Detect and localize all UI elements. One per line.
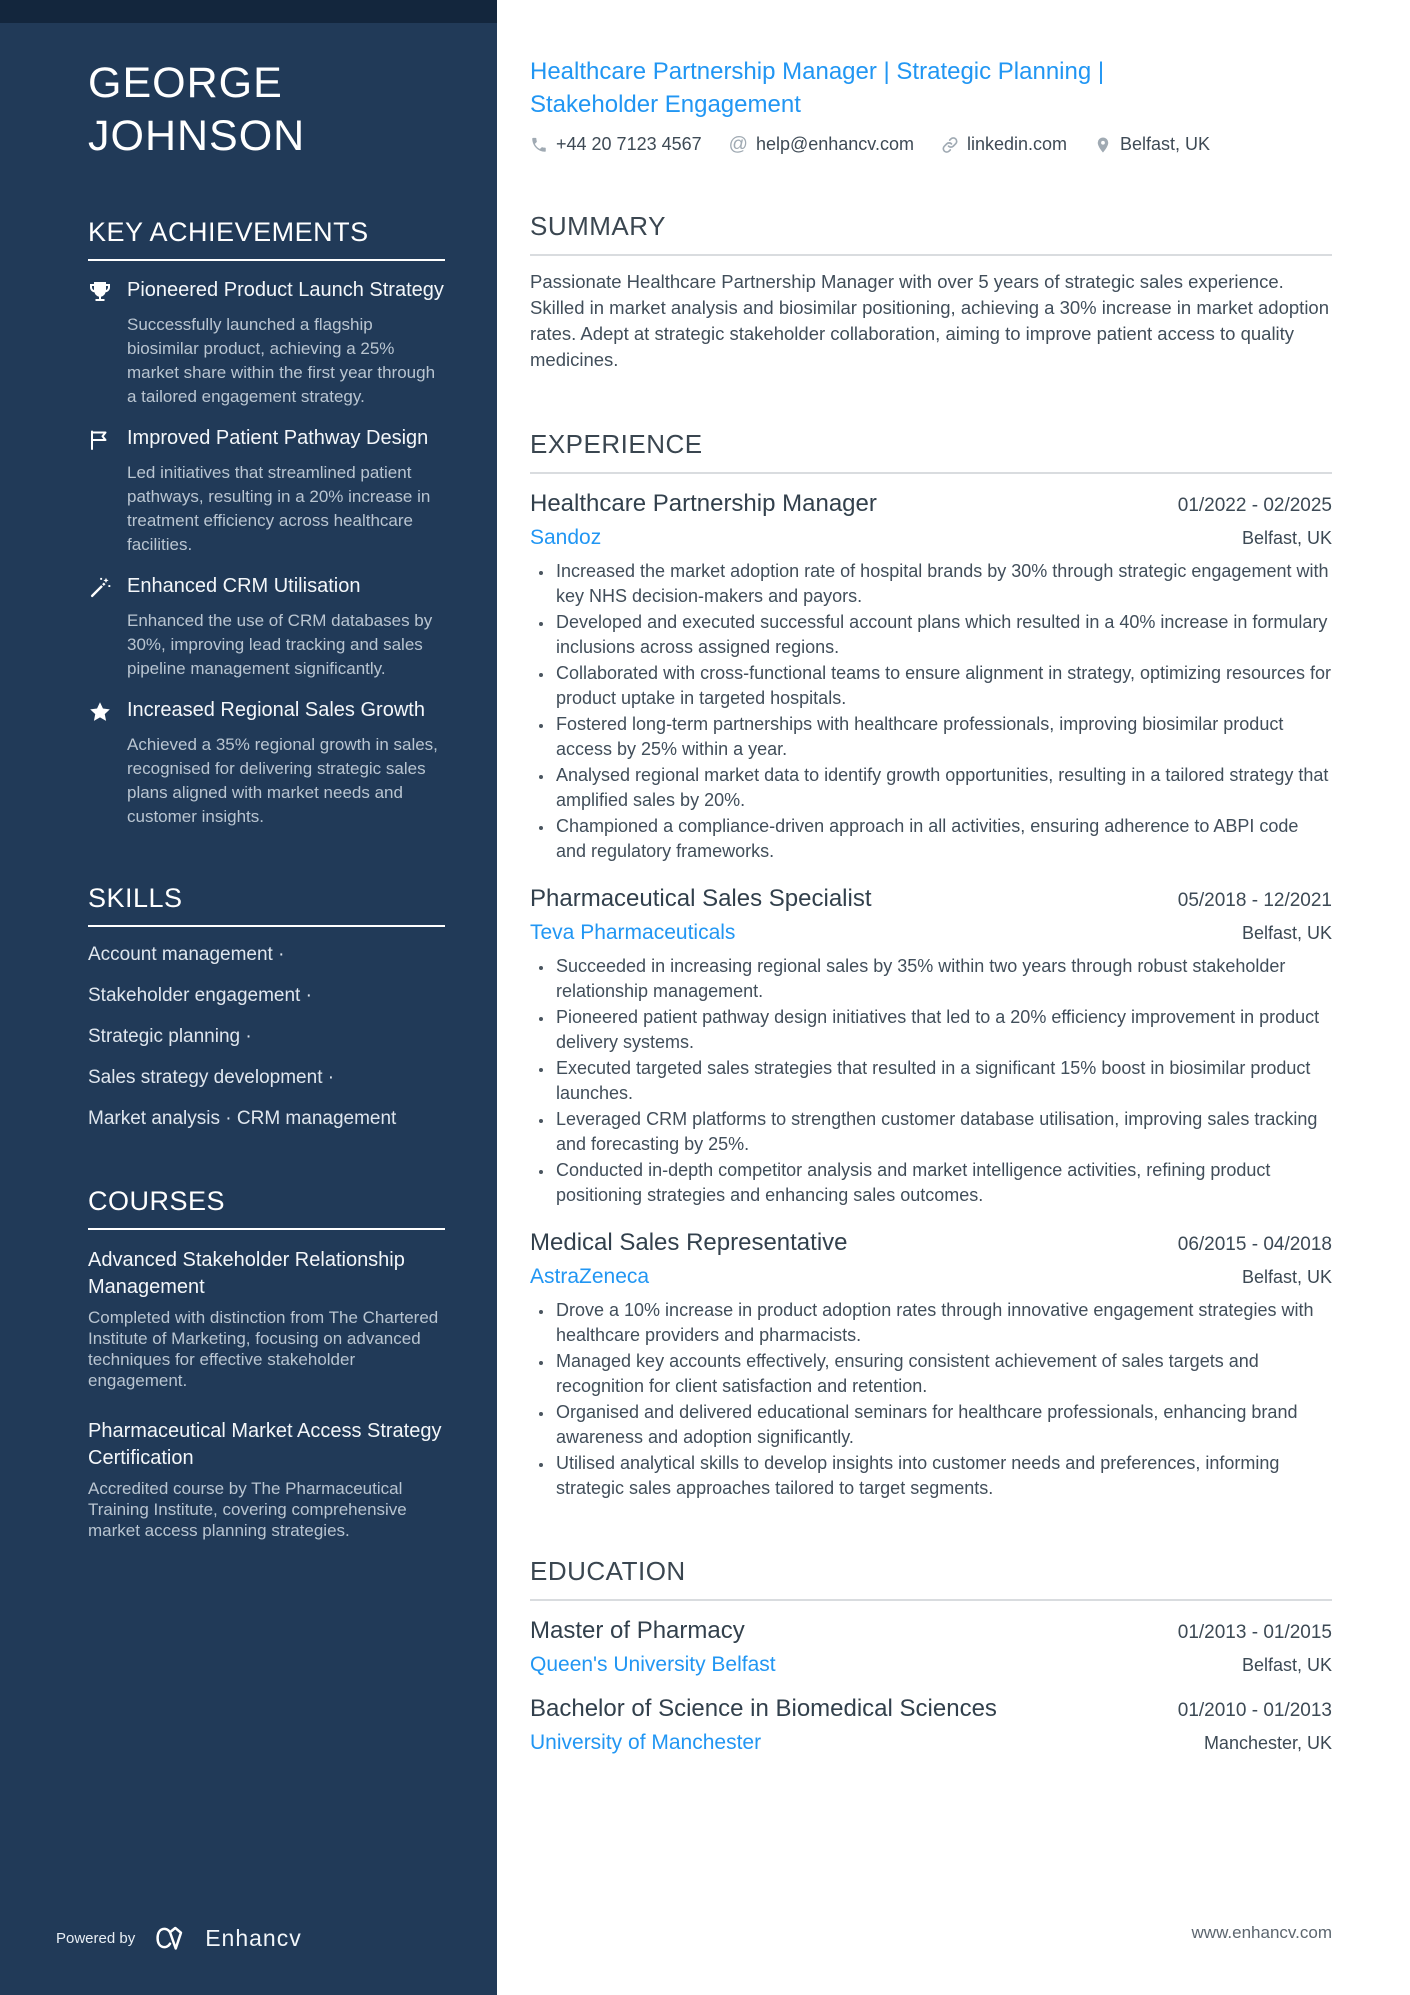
education-school-row xyxy=(530,1653,1332,1677)
location-text: Belfast, UK xyxy=(1120,134,1211,154)
enhancv-website-link[interactable]: www.enhancv.com xyxy=(1191,1923,1332,1942)
powered-by-label: Powered by xyxy=(56,1929,136,1947)
education-school-row xyxy=(530,1731,1332,1755)
summary-text: Passionate Healthcare Partnership Manager with over 5 years of strategic sales experience. Skilled in market analysis and biosimilar positioning, achieving a 30% increase in market adoption rates. Adept at strategic stakeholder collaboration, aiming to improve patient access to quality medicines. xyxy=(530,271,1330,370)
role-title: Pharmaceutical Sales Specialist xyxy=(530,885,872,912)
school-name: Queen's University Belfast xyxy=(530,1653,776,1676)
course-description: Completed with distinction from The Chartered Institute of Marketing, focusing on advanced techniques for effective stakeholder engagement. xyxy=(88,1308,439,1390)
flag-icon xyxy=(88,428,112,452)
role-location: Belfast, UK xyxy=(1241,923,1332,943)
company-name: AstraZeneca xyxy=(530,1265,650,1288)
education-dates: 01/2013 - 01/2015 xyxy=(1177,1622,1332,1643)
skill-line: Market analysis · CRM management xyxy=(88,1108,397,1129)
skill-line: Stakeholder engagement · xyxy=(88,985,312,1006)
role-dates: 06/2015 - 04/2018 xyxy=(1177,1234,1332,1255)
experience-bullet: • Collaborated with cross-functional teams to ensure alignment in strategy, optimizing resources for product uptake in targeted hospitals. xyxy=(554,661,1332,710)
candidate-name: GEORGE JOHNSON xyxy=(88,59,306,160)
experience-section xyxy=(530,429,1332,1500)
role-dates: 05/2018 - 12/2021 xyxy=(1177,890,1332,911)
education-item xyxy=(530,1694,1332,1755)
degree-title: Bachelor of Science in Biomedical Sciences xyxy=(530,1695,997,1722)
company-name: Sandoz xyxy=(530,526,602,549)
education-degree-row xyxy=(530,1616,1332,1646)
linkedin-contact[interactable] xyxy=(941,134,1067,155)
summary-heading: SUMMARY xyxy=(530,211,1332,256)
skill-line: Sales strategy development · xyxy=(88,1067,335,1088)
achievement-item xyxy=(88,427,445,557)
email-contact[interactable] xyxy=(729,134,914,155)
experience-bullet: • Leveraged CRM platforms to strengthen customer database utilisation, improving sales tracking and forecasting by 25%. xyxy=(554,1107,1332,1156)
experience-bullet: • Drove a 10% increase in product adoption rates through innovative engagement strategies with healthcare providers and pharmacists. xyxy=(554,1298,1332,1347)
achievement-description: Led initiatives that streamlined patient pathways, resulting in a 20% increase in treatment efficiency across healthcare facilities. xyxy=(127,463,431,554)
role-header-row xyxy=(530,489,1332,519)
course-title: Pharmaceutical Market Access Strategy Certification xyxy=(88,1420,442,1469)
role-company-row xyxy=(530,921,1332,945)
sidebar xyxy=(0,0,497,1995)
education-heading: EDUCATION xyxy=(530,1556,1332,1601)
achievement-title: Improved Patient Pathway Design xyxy=(127,427,429,449)
courses-heading: COURSES xyxy=(88,1186,445,1230)
role-title: Healthcare Partnership Manager xyxy=(530,490,877,517)
powered-by-footer xyxy=(56,1923,302,1953)
achievement-body xyxy=(127,699,445,829)
key-achievements-heading: KEY ACHIEVEMENTS xyxy=(88,217,445,261)
role-bullets xyxy=(530,559,1332,863)
phone-number: +44 20 7123 4567 xyxy=(556,134,702,154)
phone-icon xyxy=(530,136,548,154)
school-name: University of Manchester xyxy=(530,1731,762,1754)
linkedin-handle: linkedin.com xyxy=(966,134,1068,154)
education-location: Manchester, UK xyxy=(1203,1733,1332,1753)
role-header-row xyxy=(530,1228,1332,1258)
education-section xyxy=(530,1556,1332,1755)
experience-bullet: • Pioneered patient pathway design initiatives that led to a 20% efficiency improvement in product delivery systems. xyxy=(554,1005,1332,1054)
achievement-item xyxy=(88,699,445,829)
skill-line: Account management · xyxy=(88,944,285,965)
achievement-item xyxy=(88,575,445,681)
courses-section xyxy=(88,1186,445,1541)
email-icon: @ xyxy=(728,133,748,155)
enhancv-logo-icon xyxy=(149,1923,191,1953)
course-description: Accredited course by The Pharmaceutical Training Institute, covering comprehensive market access planning strategies. xyxy=(88,1479,407,1540)
achievement-description: Successfully launched a flagship biosimilar product, achieving a 25% market share within the first year through a tailored engagement strategy. xyxy=(127,315,436,406)
education-location: Belfast, UK xyxy=(1241,1655,1332,1675)
achievement-item xyxy=(88,279,445,409)
achievement-title: Increased Regional Sales Growth xyxy=(127,699,425,721)
achievement-title: Pioneered Product Launch Strategy xyxy=(127,279,444,301)
role-bullets xyxy=(530,954,1332,1207)
degree-title: Master of Pharmacy xyxy=(530,1617,745,1644)
experience-role xyxy=(530,884,1332,1207)
course-title: Advanced Stakeholder Relationship Management xyxy=(88,1249,405,1298)
education-dates: 01/2010 - 01/2013 xyxy=(1177,1700,1332,1721)
experience-role xyxy=(530,1228,1332,1500)
location-pin-icon xyxy=(1094,136,1112,154)
role-bullets xyxy=(530,1298,1332,1500)
resume-headline: Healthcare Partnership Manager | Strategic Planning | Stakeholder Engagement xyxy=(530,58,1105,118)
experience-bullet: • Fostered long-term partnerships with healthcare professionals, improving biosimilar product access by 25% within a year. xyxy=(554,712,1332,761)
role-company-row xyxy=(530,1265,1332,1289)
role-company-row xyxy=(530,526,1332,550)
experience-bullet: • Conducted in-depth competitor analysis and market intelligence activities, refining product positioning strategies and enhancing sales outcomes. xyxy=(554,1158,1332,1207)
company-name: Teva Pharmaceuticals xyxy=(530,921,736,944)
role-location: Belfast, UK xyxy=(1241,1267,1332,1287)
achievement-title: Enhanced CRM Utilisation xyxy=(127,575,361,597)
email-address: help@enhancv.com xyxy=(755,134,914,154)
main-content xyxy=(497,0,1410,1995)
experience-bullet: • Executed targeted sales strategies that resulted in a significant 15% boost in biosimilar product launches. xyxy=(554,1056,1332,1105)
education-item xyxy=(530,1616,1332,1677)
course-item xyxy=(88,1418,445,1541)
role-dates: 01/2022 - 02/2025 xyxy=(1177,495,1332,516)
role-location: Belfast, UK xyxy=(1241,528,1332,548)
trophy-icon xyxy=(88,280,112,304)
experience-bullet: • Utilised analytical skills to develop insights into customer needs and preferences, informing strategic sales approaches tailored to target segments. xyxy=(554,1451,1332,1500)
skills-section xyxy=(88,883,445,1132)
experience-bullet: • Championed a compliance-driven approach in all activities, ensuring adherence to ABPI code and regulatory frameworks. xyxy=(554,814,1332,863)
location-contact xyxy=(1094,134,1210,155)
experience-bullet: • Increased the market adoption rate of hospital brands by 30% through strategic engagement with key NHS decision-makers and payors. xyxy=(554,559,1332,608)
skills-heading: SKILLS xyxy=(88,883,445,927)
achievement-description: Achieved a 35% regional growth in sales, recognised for delivering strategic sales plans aligned with market needs and customer insights. xyxy=(127,735,438,826)
achievement-body xyxy=(127,279,445,409)
achievement-body xyxy=(127,427,445,557)
contact-row xyxy=(530,134,1332,155)
experience-role xyxy=(530,489,1332,863)
wand-icon xyxy=(88,576,112,600)
experience-bullet: • Succeeded in increasing regional sales by 35% within two years through robust stakeholder relationship management. xyxy=(554,954,1332,1003)
experience-bullet: • Managed key accounts effectively, ensuring consistent achievement of sales targets and recognition for client satisfaction and retention. xyxy=(554,1349,1332,1398)
top-strip xyxy=(0,0,497,23)
key-achievements-section xyxy=(88,217,445,829)
summary-section xyxy=(530,211,1332,373)
course-item xyxy=(88,1247,445,1391)
experience-bullet: • Organised and delivered educational seminars for healthcare professionals, enhancing brand awareness and adoption significantly. xyxy=(554,1400,1332,1449)
phone-contact xyxy=(530,134,702,155)
enhancv-brand-name: Enhancv xyxy=(205,1924,302,1951)
achievement-description: Enhanced the use of CRM databases by 30%, improving lead tracking and sales pipeline management significantly. xyxy=(127,611,433,678)
experience-heading: EXPERIENCE xyxy=(530,429,1332,474)
achievement-body xyxy=(127,575,445,681)
role-title: Medical Sales Representative xyxy=(530,1229,848,1256)
link-icon xyxy=(941,136,959,154)
experience-bullet: • Analysed regional market data to identify growth opportunities, resulting in a tailored strategy that amplified sales by 20%. xyxy=(554,763,1332,812)
skill-line: Strategic planning · xyxy=(88,1026,252,1047)
role-header-row xyxy=(530,884,1332,914)
star-icon xyxy=(88,700,112,724)
education-degree-row xyxy=(530,1694,1332,1724)
experience-bullet: • Developed and executed successful account plans which resulted in a 40% increase in formulary inclusions across assigned regions. xyxy=(554,610,1332,659)
